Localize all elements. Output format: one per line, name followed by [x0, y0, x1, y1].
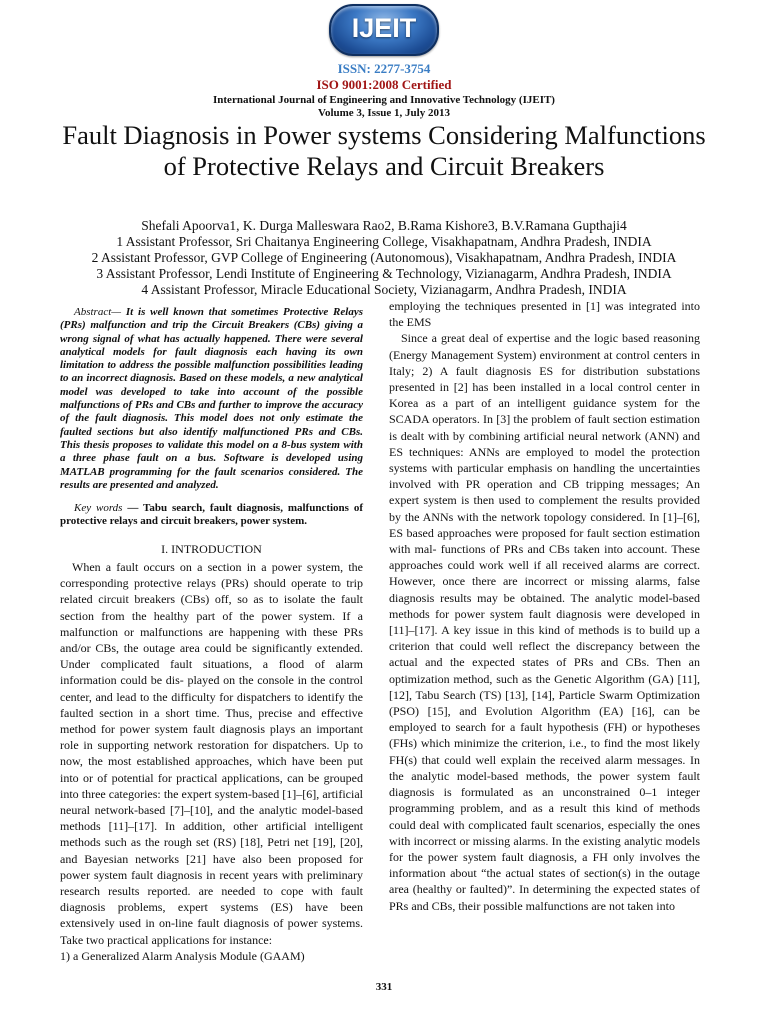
abstract-body: It is well known that sometimes Protective Relays (PRs) malfunction and trip the Circuit Breakers (CBs) giving a wrong signal of what has actually happened. There were several analytical models for fault diagnosis each having its own limitation to address the possible malfunction possibilities leading to an incorrect diagnosis. Based on these models, a new analytical model was developed to take into account of the possible malfunctions of PRs and CBs and further to improve the accuracy of the fault diagnosis. This model does not only estimate the faulted sections but also identify malfunctioned PRs and CBs. This thesis proposes to validate this model on a 8-bus system with a three phase fault on a bus. Software is developed using MATLAB programming for the fault scenarios considered. The results are presented and analyzed.	[60, 306, 363, 491]
ijeit-logo	[329, 4, 439, 56]
keywords-lead: Key words	[74, 502, 123, 515]
abstract	[60, 306, 363, 492]
keywords-body: — Tabu search, fault diagnosis, malfunctions of protective relays and circuit breakers, power system.	[60, 502, 363, 528]
affiliation-3: 3 Assistant Professor, Lendi Institute of Engineering & Technology, Vizianagarm, Andhra Pradesh, INDIA	[96, 266, 672, 281]
left-column	[60, 306, 363, 964]
iso-certification: ISO 9001:2008 Certified	[316, 77, 452, 92]
volume-issue: Volume 3, Issue 1, July 2013	[318, 107, 450, 119]
logo-text: IJEIT	[351, 13, 417, 43]
page-number: 331	[375, 981, 393, 993]
affiliation-2: 2 Assistant Professor, GVP College of Engineering (Autonomous), Visakhapatnam, Andhra Pradesh, INDIA	[91, 250, 677, 265]
section-heading-introduction: I. INTRODUCTION	[161, 541, 262, 556]
affiliation-4: 4 Assistant Professor, Miracle Educational Society, Vizianagarm, Andhra Pradesh, INDIA	[141, 282, 627, 297]
journal-logo-wrap	[0, 4, 768, 61]
abstract-lead: Abstract—	[74, 306, 122, 318]
continuation-text: employing the techniques presented in [1] was integrated into the EMS	[389, 299, 700, 330]
list-item-1: 1) a Generalized Alarm Analysis Module (GAAM)	[60, 948, 305, 963]
body-paragraph: Since a great deal of expertise and the logic based reasoning (Energy Management System) environment at control centers in Italy; 2) A fault diagnosis ES for distribution substations presented in [2] has been installed in a local control center in Korea as a part of an intelligent guidance system for the SCADA operators. In [3] the problem of fault section estimation is dealt with by combining artificial neural network (ANN) and ES techniques: ANNs are employed to model the protection systems with particular emphasis on handling the uncertainties involved with PR operation and CB tripping messages; An expert system is then used to complement the results provided by the ANNs with the network topology considered. In [1]–[6], ES based approaches were proposed for fault section estimation with mal- functions of PRs and CBs taken into account. These approaches could work well if all received alarms are correct. However, once there are incorrect or missing alarms, false diagnosis results may be obtained. The analytic model-based methods for power system fault diagnosis were developed in [11]–[17]. A key issue in this kind of methods is to build up a criterion that could well reflect the discrepancy between the actual and the expected states of PRs and CBs. Then an optimization method, such as the Genetic Algorithm (GA) [11], [12], Tabu Search (TS) [13], [14], Particle Swarm Optimization (PSO) [15], and Evolution Algorithm (EA) [16], can be employed to search for a fault hypothesis (FH) or hypotheses (FHs) which minimize the criterion, i.e., to find the most likely FH(s) that could well explain the received alarm messages. In the analytic model-based methods, the power system fault diagnosis is formulated as an unconstrained 0–1 integer programming problem, and as a result this kind of methods could deal with complicated fault scenarios, especially the ones with incorrect or missing alarms. In the existing analytic models for the power system fault diagnosis, a FH only involves the information about “the actual states of section(s) in the outage area (healthy or faulted)”. In determining the expected states of PRs and CBs, their possible malfunctions are not taken into	[389, 331, 700, 913]
right-column	[389, 298, 700, 914]
issn-line: ISSN: 2277-3754	[337, 61, 431, 76]
author-block	[0, 218, 768, 298]
paper-title: Fault Diagnosis in Power systems Considering Malfunctions of Protective Relays and Circuit Breakers	[62, 120, 706, 181]
journal-name: International Journal of Engineering and Innovative Technology (IJEIT)	[213, 94, 555, 106]
affiliation-1: 1 Assistant Professor, Sri Chaitanya Engineering College, Visakhapatnam, Andhra Pradesh, INDIA	[116, 234, 652, 249]
keywords	[60, 502, 363, 529]
author-names: Shefali Apoorva1, K. Durga Malleswara Rao2, B.Rama Kishore3, B.V.Ramana Gupthaji4	[141, 218, 627, 233]
intro-paragraph: When a fault occurs on a section in a power system, the corresponding protective relays (PRs) should operate to trip related circuit breakers (CBs) off, so as to isolate the fault section from the healthy part of the power system. If a malfunction or malfunctions are happening with these PRs and/or CBs, the outage area could be significantly extended. Under complicated fault situations, a flood of alarm information could be dis- played on the console in the control center, and lead to the difficulty for dispatchers to identify the faulted section in a short time. Thus, precise and effective method for power system fault diagnosis plays an important role in supporting network restoration for dispatchers. Up to now, the most established approaches, which have been put into or of potential for practical applications, can be grouped into three categories: the expert system-based [1]–[6], artificial neural network-based [7]–[10], and the analytic model-based methods [11]–[17]. In addition, other artificial intelligent methods such as the rough set (RS) [18], Petri net [19], [20], and Bayesian networks [21] have also been proposed for power system fault diagnosis in recent years with preliminary research results reported. are needed to cope with fault diagnosis problems, expert systems (ES) have been extensively used in on-line fault diagnosis of power systems. Take two practical applications for instance:	[60, 559, 363, 947]
